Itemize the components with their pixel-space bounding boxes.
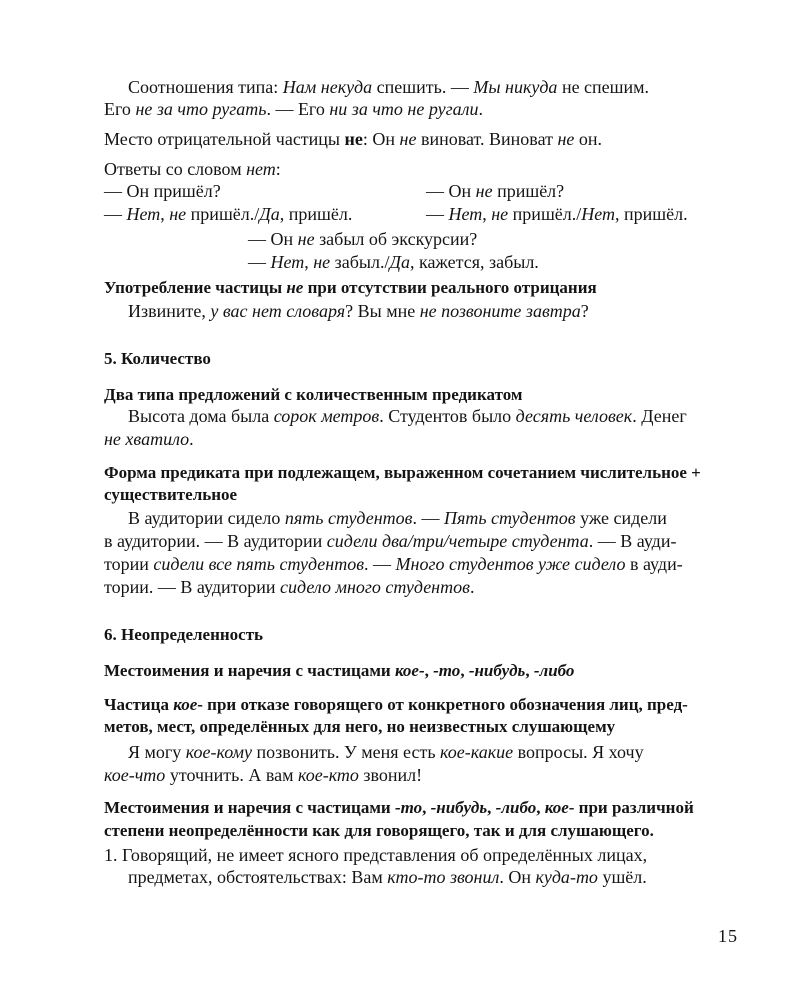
text-segment: , (160, 204, 170, 224)
text-segment: вопросы. Я хочу (513, 742, 644, 762)
text-segment: кое-кому (185, 742, 253, 762)
text-segment: , пришёл. (615, 204, 688, 224)
text-segment: , (304, 252, 314, 272)
text-segment: забыл./ (330, 252, 390, 272)
text-segment: виноват. Виноват (416, 129, 558, 149)
text-segment: пришёл./ (508, 204, 582, 224)
dialogue-answer (248, 251, 539, 273)
example-line (104, 764, 422, 786)
list-item (128, 866, 647, 888)
page-number: 15 (718, 926, 738, 946)
list-item (104, 844, 647, 866)
text-segment: Нет (270, 252, 305, 272)
text-segment: -либо (495, 798, 537, 817)
dialogue-answer (104, 203, 352, 225)
text-segment: в ауди- (625, 554, 683, 574)
text-segment: Я могу (128, 742, 186, 762)
example-line (128, 300, 589, 322)
text-segment: -то (433, 661, 461, 680)
text-segment: -либо (533, 661, 575, 680)
text-segment: пришёл./ (186, 204, 260, 224)
text-segment: существительное (104, 485, 238, 504)
text-segment: - при различной (568, 798, 694, 817)
text-segment: не (169, 204, 187, 224)
text-segment: , (487, 798, 496, 817)
text-segment: . — Его (266, 99, 330, 119)
section-title (104, 348, 211, 370)
text-segment: , (460, 661, 469, 680)
text-segment: тории. — В аудитории (104, 577, 281, 597)
text-segment: Соотношения типа: (128, 77, 283, 97)
text-segment: Да (259, 204, 280, 224)
text-segment: . — (364, 554, 396, 574)
text-segment: - при отказе говорящего от конкретного обозначения лиц, пред- (197, 695, 688, 714)
example-line (104, 530, 676, 552)
text-segment: — Он (426, 181, 476, 201)
dialogue-answer (426, 203, 688, 225)
text-segment: сидели все пять студентов (153, 554, 365, 574)
text-segment: Нам некуда (282, 77, 373, 97)
text-segment: сидели два/три/четыре студента (326, 531, 589, 551)
dialogue-question (426, 180, 564, 202)
example-line (128, 507, 667, 529)
text-line (104, 128, 602, 150)
text-segment: 6. Неопределенность (104, 625, 264, 644)
text-segment: Нет (448, 204, 483, 224)
text-segment: , (482, 204, 492, 224)
text-segment: пришёл? (492, 181, 565, 201)
text-segment: кое (544, 798, 569, 817)
text-segment: Место отрицательной частицы (104, 129, 345, 149)
text-segment: не (491, 204, 509, 224)
text-segment: Местоимения и наречия с частицами (104, 798, 395, 817)
text-segment: сорок метров (273, 406, 380, 426)
text-segment: — (426, 204, 449, 224)
subheading (104, 462, 701, 484)
text-segment: кто-то звонил (387, 867, 500, 887)
text-segment: — Он (248, 229, 298, 249)
text-segment: позвонить. У меня есть (252, 742, 441, 762)
text-segment: сидело много студентов (280, 577, 470, 597)
text-segment: не хватило (104, 429, 190, 449)
text-segment: 1. Говорящий, не имеет ясного представления об определённых лицах, (104, 845, 648, 865)
text-segment: . Денег (632, 406, 687, 426)
text-segment: не спешим. (557, 77, 650, 97)
text-segment: куда (535, 867, 570, 887)
text-segment: кое-кто (298, 765, 359, 785)
example-line (104, 553, 683, 575)
text-segment: кое-что (104, 765, 166, 785)
text-segment: не (399, 129, 417, 149)
text-segment: , кажется, забыл. (409, 252, 539, 272)
text-segment: тории (104, 554, 154, 574)
text-segment: Форма предиката при подлежащем, выраженном сочетанием числительное + (104, 463, 701, 482)
text-segment: -нибудь (430, 798, 488, 817)
text-segment: Два типа предложений с количественным предикатом (104, 385, 523, 404)
text-segment: десять человек (515, 406, 633, 426)
text-segment: , (424, 661, 434, 680)
text-segment: Много студентов уже сидело (395, 554, 626, 574)
text-segment: степени неопределённости как для говорящего, так и для слушающего. (104, 821, 654, 840)
text-segment: . Он (499, 867, 536, 887)
text-segment: Частица (104, 695, 174, 714)
text-segment: : Он (362, 129, 400, 149)
text-segment: . (469, 577, 475, 597)
text-segment: Да (389, 252, 410, 272)
text-segment: не (475, 181, 493, 201)
text-segment: Высота дома была (128, 406, 274, 426)
text-segment: ни за что не ругали (329, 99, 479, 119)
text-segment: в аудитории. — В аудитории (104, 531, 327, 551)
text-segment: - (569, 867, 576, 887)
text-segment: . (478, 99, 483, 119)
text-segment: Извините, (128, 301, 211, 321)
text-segment: кое- (394, 661, 425, 680)
text-segment: , пришёл. (279, 204, 353, 224)
subheading (104, 660, 574, 682)
text-segment: Мы никуда (473, 77, 558, 97)
text-segment: Его (104, 99, 136, 119)
example-line (128, 741, 644, 763)
text-segment: -то (394, 798, 423, 817)
text-segment: . — В ауди- (588, 531, 677, 551)
text-segment: . (189, 429, 194, 449)
text-segment: нет (246, 159, 276, 179)
text-segment: Употребление частицы (104, 278, 287, 297)
subheading (104, 820, 654, 842)
text-segment: пять студентов (284, 508, 413, 528)
text-segment: — Он пришёл? (104, 181, 221, 201)
text-segment: , (536, 798, 545, 817)
text-segment: не (344, 129, 363, 149)
text-segment: ? (580, 301, 589, 321)
text-segment: метов, мест, определённых для него, но неизвестных слушающему (104, 717, 616, 736)
dialogue-question (248, 228, 477, 250)
text-segment: — (104, 204, 127, 224)
text-segment: у вас нет словаря (210, 301, 346, 321)
subheading (104, 797, 694, 819)
text-segment: предметах, обстоятельствах: Вам (128, 867, 388, 887)
text-segment: кое (173, 695, 198, 714)
text-segment: -нибудь (468, 661, 526, 680)
text-segment: , (422, 798, 431, 817)
text-line (104, 98, 483, 120)
example-line (104, 576, 474, 598)
text-segment: 5. Количество (104, 349, 211, 368)
text-segment: — (248, 252, 271, 272)
text-segment: Пять студентов (443, 508, 576, 528)
text-segment: : (275, 159, 281, 179)
text-line (128, 76, 649, 98)
text-segment: Местоимения и наречия с частицами (104, 661, 395, 680)
text-segment: уточнить. А вам (165, 765, 299, 785)
text-segment: звонил! (358, 765, 423, 785)
text-segment: при отсутствии реального отрицания (303, 278, 597, 297)
text-segment: то (575, 867, 598, 887)
text-segment: не (557, 129, 575, 149)
text-line (104, 158, 281, 180)
text-segment: не (297, 229, 315, 249)
text-segment: уже сидели (575, 508, 667, 528)
subheading (104, 384, 522, 406)
section-title (104, 624, 263, 646)
dialogue-question (104, 180, 221, 202)
text-segment: он. (574, 129, 603, 149)
text-segment: ? Вы мне (345, 301, 420, 321)
text-segment: не позвоните завтра (419, 301, 581, 321)
text-segment: ушёл. (597, 867, 647, 887)
subheading (104, 484, 237, 506)
text-segment: Нет (126, 204, 161, 224)
text-segment: Нет (581, 204, 616, 224)
text-segment: спешить. — (372, 77, 474, 97)
example-line (128, 405, 687, 427)
text-segment: , (525, 661, 534, 680)
subheading (104, 277, 597, 299)
text-segment: не за что ругать (135, 99, 267, 119)
text-segment: Ответы со словом (104, 159, 247, 179)
text-segment: . — (412, 508, 444, 528)
example-line (104, 428, 194, 450)
text-segment: кое-какие (440, 742, 514, 762)
text-segment: не (286, 278, 304, 297)
text-segment: . Студентов было (379, 406, 516, 426)
text-segment: В аудитории сидело (128, 508, 285, 528)
subheading (104, 694, 688, 716)
text-segment: забыл об экскурсии? (314, 229, 478, 249)
subheading (104, 716, 615, 738)
text-segment: не (313, 252, 331, 272)
